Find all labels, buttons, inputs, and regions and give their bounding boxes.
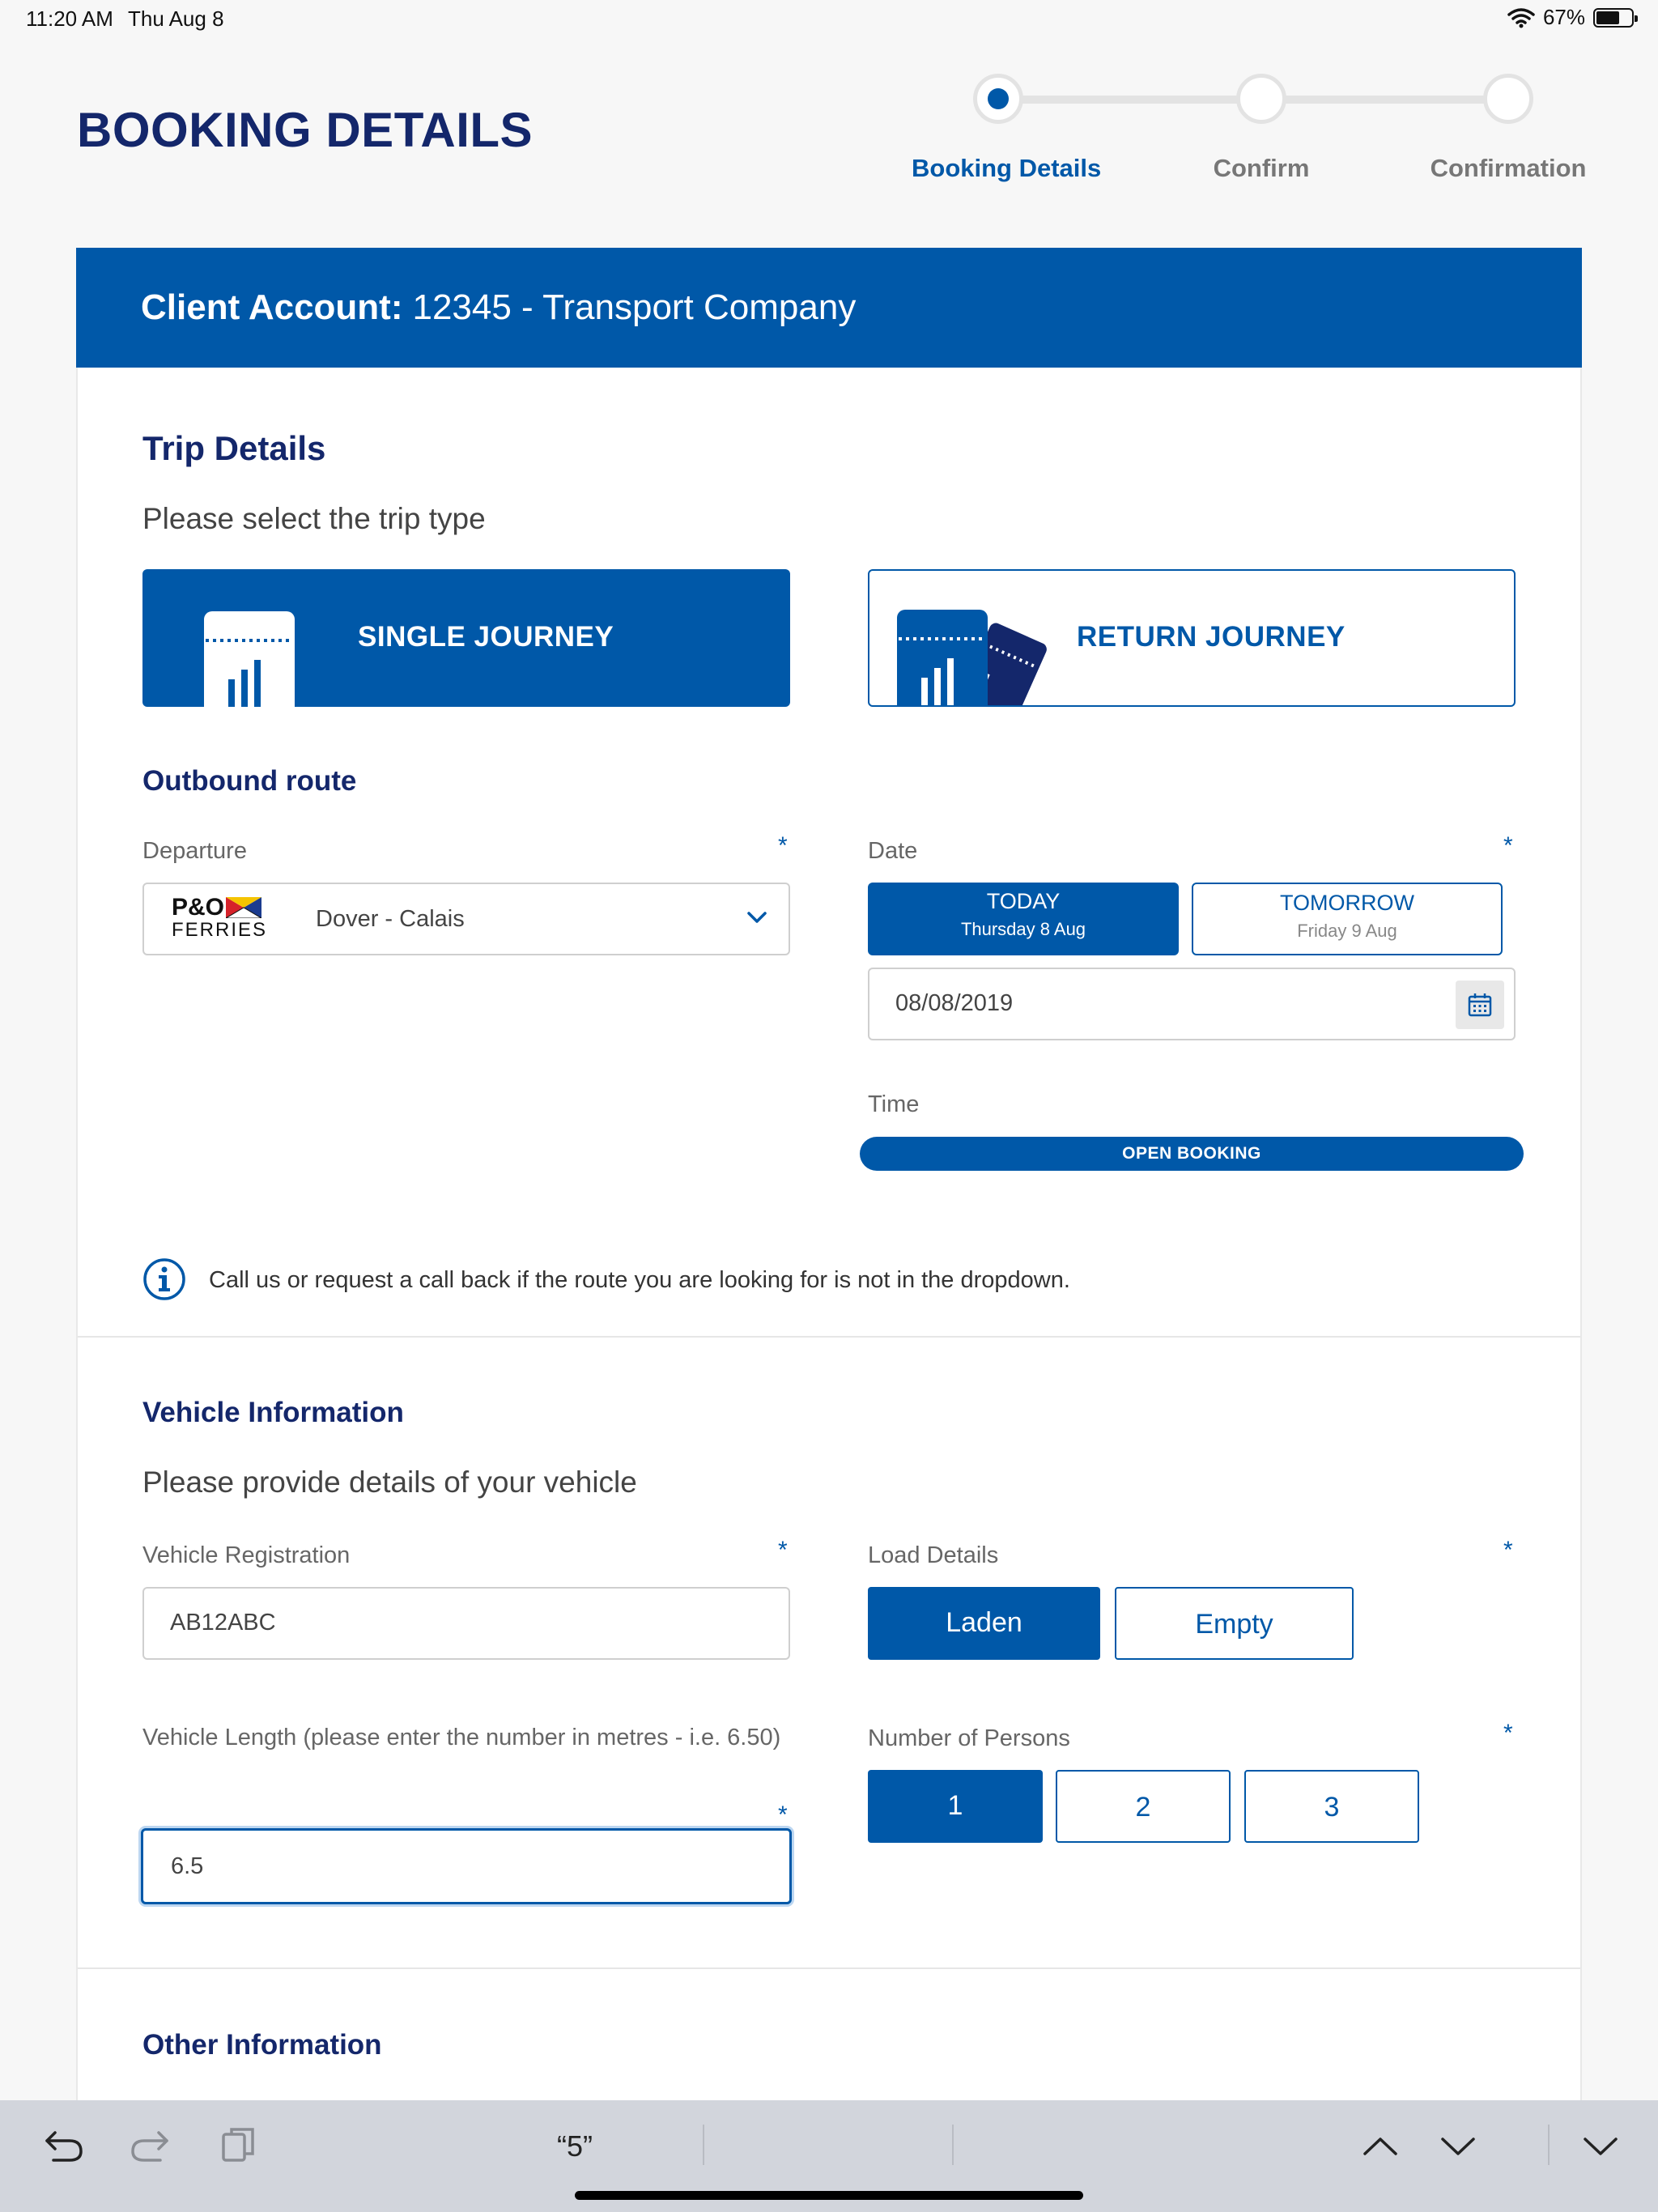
- return-ticket-icon: [897, 610, 1059, 707]
- step-label-confirmation: Confirmation: [1430, 154, 1587, 182]
- vehicle-length-label: Vehicle Length (please enter the number in metres - i.e. 6.50): [142, 1725, 781, 1750]
- ferries-logo-text: FERRIES: [172, 919, 268, 941]
- date-label: Date: [868, 838, 918, 864]
- vehicle-registration-value: AB12ABC: [170, 1610, 276, 1636]
- today-label: TODAY: [986, 889, 1061, 913]
- length-required-mark: *: [778, 1802, 788, 1828]
- vehicle-length-input[interactable]: [141, 1828, 792, 1904]
- po-logo-text: P&O: [172, 894, 225, 921]
- route-value: Dover - Calais: [316, 906, 465, 932]
- single-journey-button[interactable]: [142, 569, 790, 707]
- date-input[interactable]: [868, 968, 1516, 1040]
- client-account-bar: [76, 248, 1582, 368]
- return-journey-button[interactable]: [868, 569, 1516, 707]
- trip-details-heading: Trip Details: [142, 429, 326, 467]
- load-required-mark: *: [1503, 1537, 1513, 1563]
- previous-field-icon[interactable]: [1362, 2134, 1399, 2159]
- tomorrow-label: TOMORROW: [1280, 891, 1414, 915]
- number-of-persons-label: Number of Persons: [868, 1725, 1070, 1751]
- date-value: 08/08/2019: [895, 990, 1014, 1016]
- vehicle-registration-label: Vehicle Registration: [142, 1542, 351, 1568]
- departure-label: Departure: [142, 838, 247, 864]
- today-date-button[interactable]: [868, 883, 1179, 955]
- persons-required-mark: *: [1503, 1720, 1513, 1746]
- persons-1-button[interactable]: 1: [868, 1770, 1043, 1843]
- persons-2-button[interactable]: 2: [1056, 1770, 1231, 1843]
- battery-percent: 67%: [1542, 5, 1585, 29]
- status-bar: [0, 0, 1658, 36]
- battery-icon: [1593, 8, 1634, 28]
- vehicle-info-prompt: Please provide details of your vehicle: [142, 1465, 637, 1499]
- paste-icon[interactable]: [220, 2126, 256, 2163]
- step-dot-confirmation: [1483, 74, 1533, 124]
- step-label-confirm: Confirm: [1213, 154, 1310, 182]
- tomorrow-date: Friday 9 Aug: [1297, 921, 1397, 941]
- single-ticket-icon: [204, 611, 295, 707]
- toolbar-separator: [952, 2125, 954, 2165]
- chevron-down-icon: [746, 910, 767, 925]
- client-account-value: 12345 - Transport Company: [412, 287, 857, 327]
- trip-type-prompt: Please select the trip type: [142, 502, 486, 535]
- info-icon: [142, 1257, 186, 1301]
- departure-required-mark: *: [778, 832, 788, 859]
- autocomplete-suggestion[interactable]: “5”: [557, 2129, 593, 2163]
- departure-route-select[interactable]: [142, 883, 790, 955]
- tomorrow-date-button[interactable]: [1192, 883, 1503, 955]
- load-laden-button[interactable]: Laden: [868, 1587, 1100, 1660]
- toolbar-separator: [703, 2125, 704, 2165]
- step-label-booking-details: Booking Details: [912, 154, 1102, 182]
- toolbar-separator: [1548, 2125, 1550, 2165]
- vehicle-info-heading: Vehicle Information: [142, 1397, 404, 1428]
- status-date: Thu Aug 8: [128, 6, 224, 31]
- status-time: 11:20 AM: [26, 6, 113, 31]
- wifi-icon: [1507, 7, 1535, 28]
- vehicle-length-value: 6.5: [171, 1853, 204, 1879]
- date-required-mark: *: [1503, 832, 1513, 859]
- section-divider: [78, 1967, 1580, 1969]
- po-flag-icon: [226, 897, 261, 918]
- status-indicators: [1507, 5, 1634, 30]
- open-booking-button[interactable]: OPEN BOOKING: [860, 1137, 1524, 1171]
- dismiss-keyboard-icon[interactable]: [1582, 2134, 1619, 2159]
- route-info-text: Call us or request a call back if the route you are looking for is not in the dropdown.: [209, 1267, 1070, 1293]
- time-label: Time: [868, 1091, 920, 1117]
- calendar-button[interactable]: [1456, 981, 1504, 1029]
- step-dot-confirm: [1236, 74, 1286, 124]
- load-details-label: Load Details: [868, 1542, 999, 1568]
- vehicle-registration-input[interactable]: [142, 1587, 790, 1660]
- persons-3-button[interactable]: 3: [1244, 1770, 1419, 1843]
- page-title: BOOKING DETAILS: [77, 103, 534, 157]
- home-indicator: [575, 2191, 1083, 2200]
- step-dot-booking-details: [973, 74, 1023, 124]
- calendar-icon: [1468, 993, 1492, 1017]
- today-date: Thursday 8 Aug: [960, 919, 1086, 939]
- redo-icon[interactable]: [130, 2128, 170, 2163]
- single-journey-label: SINGLE JOURNEY: [358, 621, 614, 653]
- client-account-label: Client Account:: [141, 287, 403, 327]
- po-ferries-logo: [172, 895, 269, 941]
- undo-icon[interactable]: [44, 2128, 84, 2163]
- next-field-icon[interactable]: [1439, 2134, 1477, 2159]
- registration-required-mark: *: [778, 1537, 788, 1563]
- other-info-heading: Other Information: [142, 2029, 382, 2061]
- return-journey-label: RETURN JOURNEY: [1077, 621, 1346, 653]
- load-empty-button[interactable]: Empty: [1115, 1587, 1354, 1660]
- outbound-route-heading: Outbound route: [142, 765, 357, 797]
- section-divider: [78, 1336, 1580, 1338]
